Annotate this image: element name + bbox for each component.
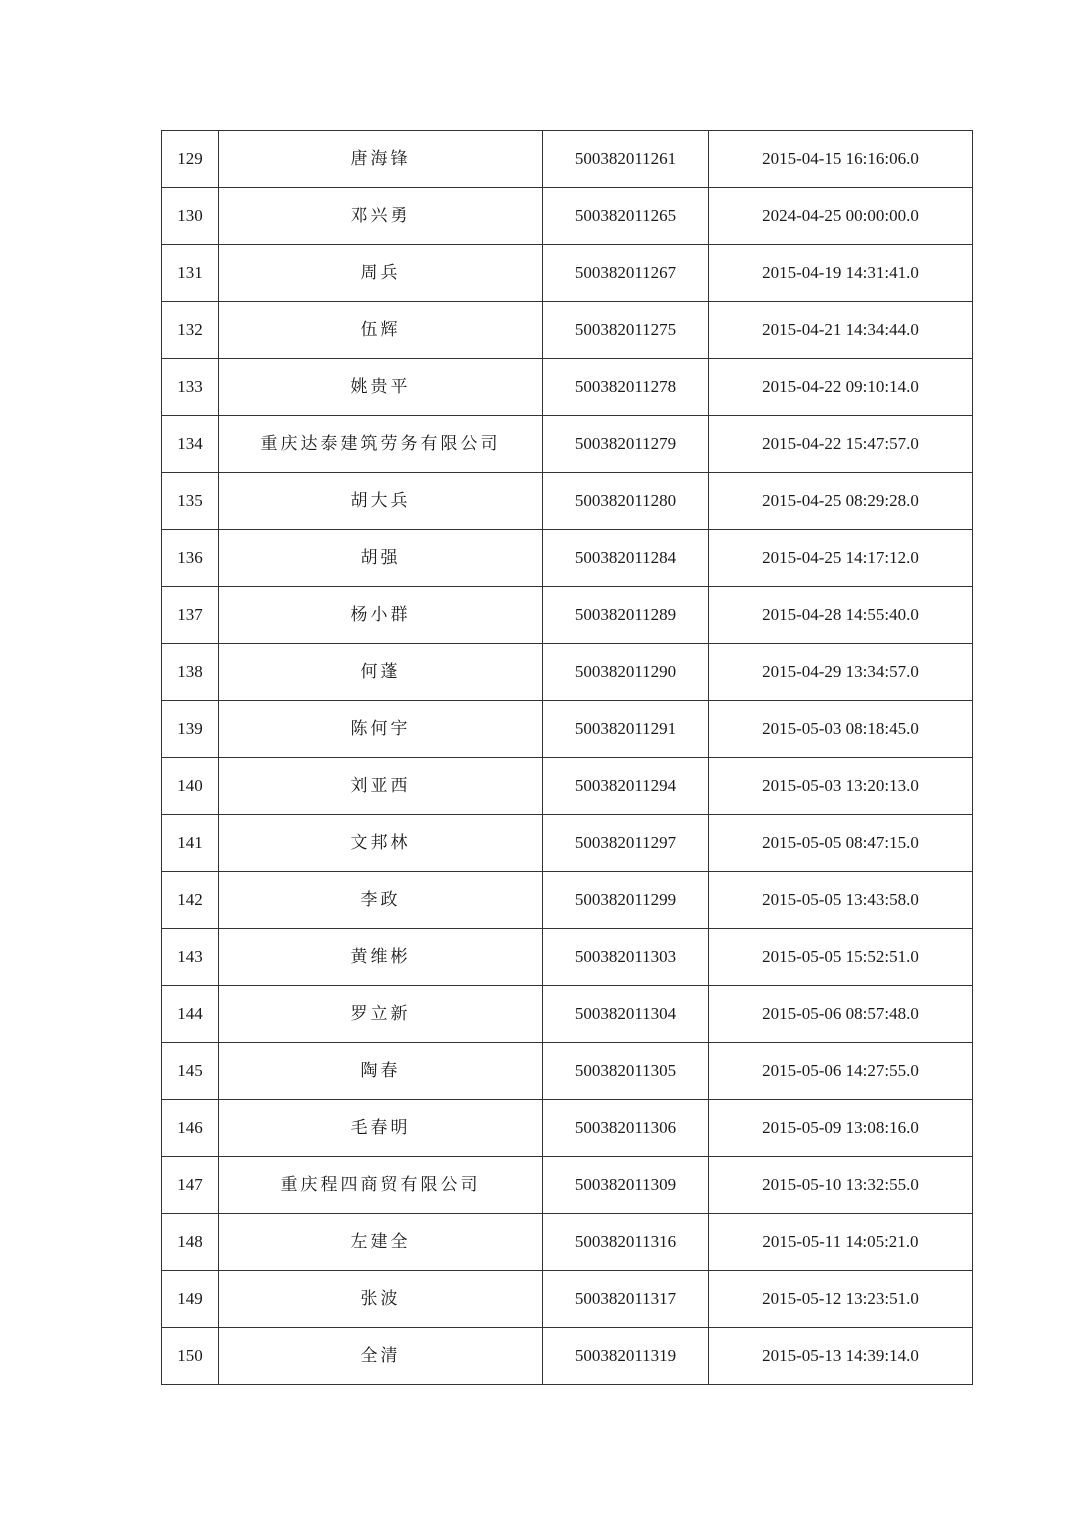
- table-row: [162, 1214, 973, 1271]
- registrant-name: 重庆达泰建筑劳务有限公司: [219, 416, 543, 473]
- registration-time: 2015-04-22 09:10:14.0: [709, 359, 973, 416]
- row-number: 136: [162, 530, 219, 587]
- row-number: 129: [162, 131, 219, 188]
- registration-code: 500382011279: [543, 416, 709, 473]
- row-number: 146: [162, 1100, 219, 1157]
- registrant-name: 陈何宇: [219, 701, 543, 758]
- table-row: [162, 359, 973, 416]
- registration-time: 2015-05-03 13:20:13.0: [709, 758, 973, 815]
- table-row: [162, 1157, 973, 1214]
- registrant-name: 伍辉: [219, 302, 543, 359]
- row-number: 139: [162, 701, 219, 758]
- registrant-name: 罗立新: [219, 986, 543, 1043]
- table-row: [162, 986, 973, 1043]
- registration-code: 500382011297: [543, 815, 709, 872]
- row-number: 137: [162, 587, 219, 644]
- table-row: [162, 188, 973, 245]
- row-number: 148: [162, 1214, 219, 1271]
- registrant-name: 左建全: [219, 1214, 543, 1271]
- row-number: 144: [162, 986, 219, 1043]
- registration-time: 2015-04-22 15:47:57.0: [709, 416, 973, 473]
- registration-time: 2015-04-25 08:29:28.0: [709, 473, 973, 530]
- table-row: [162, 701, 973, 758]
- registration-code: 500382011289: [543, 587, 709, 644]
- row-number: 131: [162, 245, 219, 302]
- table-row: [162, 245, 973, 302]
- registration-time: 2015-05-06 14:27:55.0: [709, 1043, 973, 1100]
- registrant-name: 周兵: [219, 245, 543, 302]
- registration-code: 500382011305: [543, 1043, 709, 1100]
- row-number: 134: [162, 416, 219, 473]
- registrant-name: 唐海锋: [219, 131, 543, 188]
- registration-code: 500382011316: [543, 1214, 709, 1271]
- registration-time: 2015-04-21 14:34:44.0: [709, 302, 973, 359]
- row-number: 145: [162, 1043, 219, 1100]
- row-number: 132: [162, 302, 219, 359]
- registration-time: 2015-05-05 08:47:15.0: [709, 815, 973, 872]
- registration-code: 500382011291: [543, 701, 709, 758]
- table-row: [162, 1271, 973, 1328]
- registration-time: 2015-05-13 14:39:14.0: [709, 1328, 973, 1385]
- registration-time: 2015-04-28 14:55:40.0: [709, 587, 973, 644]
- table-row: [162, 1100, 973, 1157]
- registrant-name: 文邦林: [219, 815, 543, 872]
- registrant-name: 重庆程四商贸有限公司: [219, 1157, 543, 1214]
- registration-code: 500382011306: [543, 1100, 709, 1157]
- registrant-name: 全清: [219, 1328, 543, 1385]
- registration-time: 2015-04-29 13:34:57.0: [709, 644, 973, 701]
- registration-time: 2015-05-06 08:57:48.0: [709, 986, 973, 1043]
- registration-time: 2015-05-03 08:18:45.0: [709, 701, 973, 758]
- table-row: [162, 302, 973, 359]
- registration-code: 500382011303: [543, 929, 709, 986]
- table-row: [162, 758, 973, 815]
- registrant-name: 黄维彬: [219, 929, 543, 986]
- registration-time: 2015-05-12 13:23:51.0: [709, 1271, 973, 1328]
- registration-time: 2015-04-19 14:31:41.0: [709, 245, 973, 302]
- registration-code: 500382011261: [543, 131, 709, 188]
- registration-code: 500382011304: [543, 986, 709, 1043]
- table-row: [162, 1328, 973, 1385]
- row-number: 140: [162, 758, 219, 815]
- registrant-name: 姚贵平: [219, 359, 543, 416]
- registrant-name: 杨小群: [219, 587, 543, 644]
- registration-time: 2015-05-11 14:05:21.0: [709, 1214, 973, 1271]
- registration-time: 2024-04-25 00:00:00.0: [709, 188, 973, 245]
- row-number: 133: [162, 359, 219, 416]
- registrant-name: 刘亚西: [219, 758, 543, 815]
- row-number: 135: [162, 473, 219, 530]
- registration-code: 500382011294: [543, 758, 709, 815]
- row-number: 143: [162, 929, 219, 986]
- table-row: [162, 929, 973, 986]
- table-row: [162, 1043, 973, 1100]
- registration-code: 500382011275: [543, 302, 709, 359]
- registrant-name: 胡强: [219, 530, 543, 587]
- row-number: 147: [162, 1157, 219, 1214]
- registration-code: 500382011265: [543, 188, 709, 245]
- registrant-name: 邓兴勇: [219, 188, 543, 245]
- registration-time: 2015-04-25 14:17:12.0: [709, 530, 973, 587]
- registrant-name: 李政: [219, 872, 543, 929]
- registrant-name: 胡大兵: [219, 473, 543, 530]
- table-row: [162, 530, 973, 587]
- table-row: [162, 416, 973, 473]
- registration-code: 500382011278: [543, 359, 709, 416]
- row-number: 130: [162, 188, 219, 245]
- registration-code: 500382011299: [543, 872, 709, 929]
- table-row: [162, 587, 973, 644]
- registration-time: 2015-05-05 15:52:51.0: [709, 929, 973, 986]
- records-table: [161, 130, 973, 1385]
- registration-code: 500382011284: [543, 530, 709, 587]
- registrant-name: 陶春: [219, 1043, 543, 1100]
- registration-time: 2015-05-09 13:08:16.0: [709, 1100, 973, 1157]
- registrant-name: 张波: [219, 1271, 543, 1328]
- row-number: 142: [162, 872, 219, 929]
- registration-code: 500382011267: [543, 245, 709, 302]
- records-table-body: [162, 131, 973, 1385]
- registration-code: 500382011319: [543, 1328, 709, 1385]
- registration-code: 500382011280: [543, 473, 709, 530]
- table-row: [162, 473, 973, 530]
- registration-time: 2015-05-05 13:43:58.0: [709, 872, 973, 929]
- registration-time: 2015-04-15 16:16:06.0: [709, 131, 973, 188]
- registration-time: 2015-05-10 13:32:55.0: [709, 1157, 973, 1214]
- row-number: 150: [162, 1328, 219, 1385]
- registrant-name: 毛春明: [219, 1100, 543, 1157]
- row-number: 149: [162, 1271, 219, 1328]
- registration-code: 500382011317: [543, 1271, 709, 1328]
- table-row: [162, 644, 973, 701]
- table-row: [162, 872, 973, 929]
- row-number: 141: [162, 815, 219, 872]
- registration-code: 500382011290: [543, 644, 709, 701]
- table-row: [162, 815, 973, 872]
- registration-code: 500382011309: [543, 1157, 709, 1214]
- row-number: 138: [162, 644, 219, 701]
- registrant-name: 何蓬: [219, 644, 543, 701]
- table-row: [162, 131, 973, 188]
